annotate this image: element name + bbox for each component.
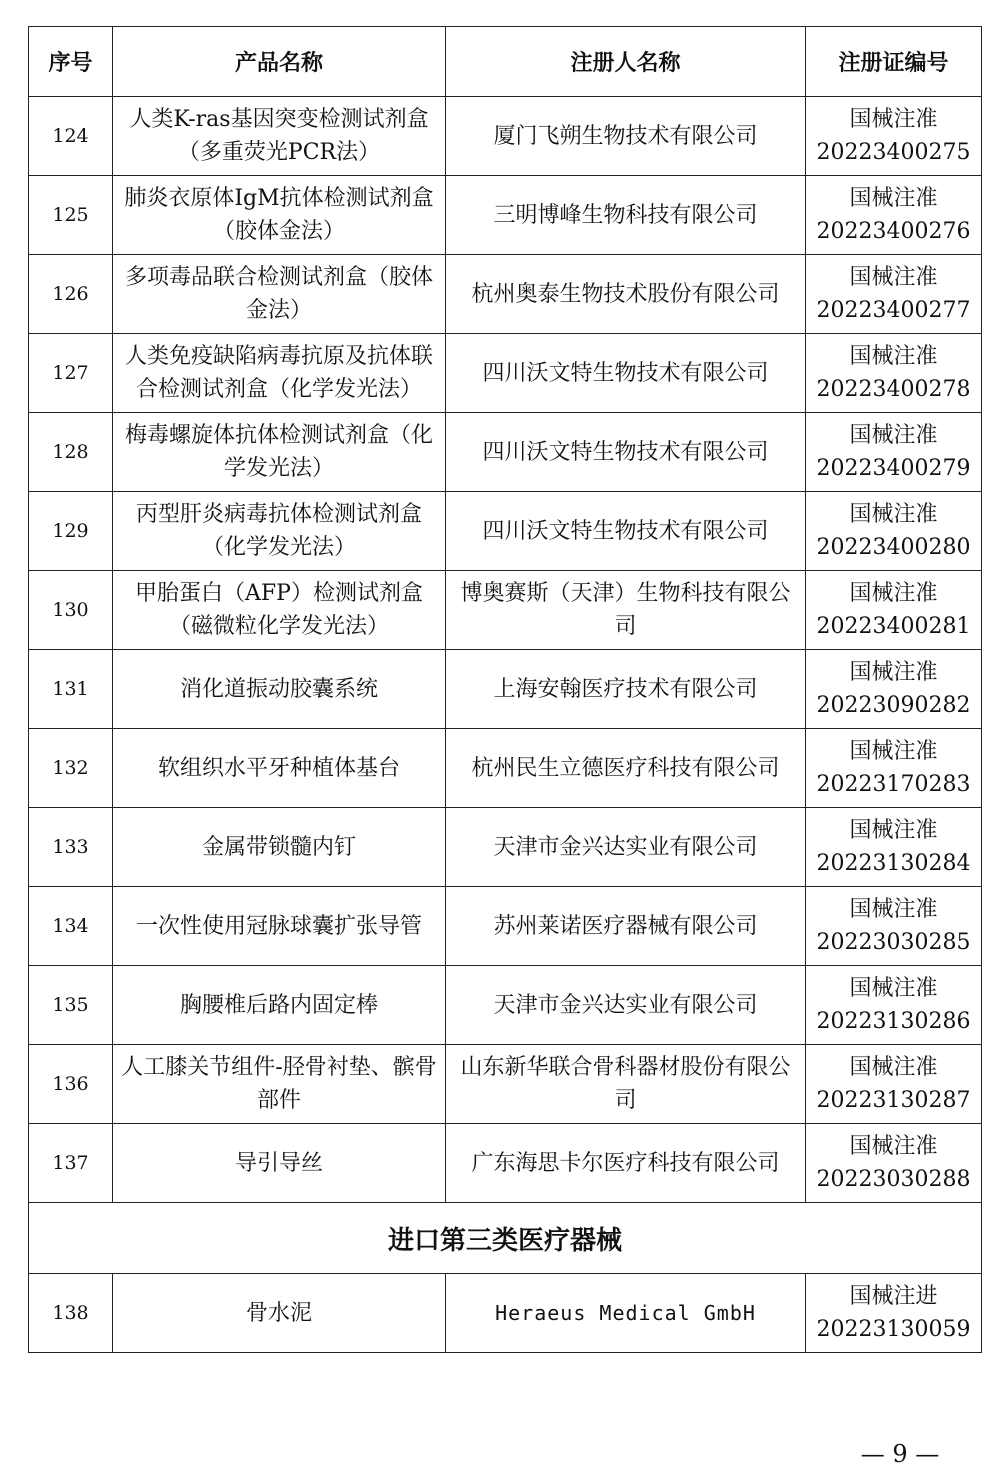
cert-prefix: 国械注准: [849, 186, 938, 211]
row-registrant: 上海安翰医疗技术有限公司: [446, 650, 806, 729]
cert-prefix: 国械注准: [849, 897, 938, 922]
row-product: 人类免疫缺陷病毒抗原及抗体联合检测试剂盒（化学发光法）: [113, 334, 446, 413]
row-cert: [806, 887, 982, 966]
row-num: 134: [29, 887, 113, 966]
cert-number: 20223400281: [816, 614, 971, 639]
row-registrant: 天津市金兴达实业有限公司: [446, 808, 806, 887]
row-registrant: 四川沃文特生物技术有限公司: [446, 492, 806, 571]
row-cert: [806, 966, 982, 1045]
table-row: [29, 887, 982, 966]
row-cert: [806, 255, 982, 334]
row-registrant: 杭州奥泰生物技术股份有限公司: [446, 255, 806, 334]
cert-number: 20223130284: [816, 851, 971, 876]
row-product: 人类K-ras基因突变检测试剂盒（多重荧光PCR法）: [113, 97, 446, 176]
row-registrant: 四川沃文特生物技术有限公司: [446, 334, 806, 413]
page-number: — 9 —: [860, 1440, 940, 1468]
cert-prefix: 国械注准: [849, 660, 938, 685]
row-num: 132: [29, 729, 113, 808]
cert-prefix: 国械注准: [849, 265, 938, 290]
row-product: 梅毒螺旋体抗体检测试剂盒（化学发光法）: [113, 413, 446, 492]
cert-prefix: 国械注准: [849, 818, 938, 843]
table-row: [29, 255, 982, 334]
row-num: 138: [29, 1274, 113, 1353]
row-num: 130: [29, 571, 113, 650]
row-cert: [806, 650, 982, 729]
header-num: 序号: [29, 27, 113, 97]
row-product: 肺炎衣原体IgM抗体检测试剂盒（胶体金法）: [113, 176, 446, 255]
row-num: 135: [29, 966, 113, 1045]
row-registrant: 四川沃文特生物技术有限公司: [446, 413, 806, 492]
cert-prefix: 国械注准: [849, 423, 938, 448]
cert-prefix: 国械注准: [849, 976, 938, 1001]
row-cert: [806, 1124, 982, 1203]
header-registrant: 注册人名称: [446, 27, 806, 97]
row-product: 骨水泥: [113, 1274, 446, 1353]
table-row: [29, 808, 982, 887]
header-cert: 注册证编号: [806, 27, 982, 97]
row-registrant: 广东海思卡尔医疗科技有限公司: [446, 1124, 806, 1203]
row-product: 金属带锁髓内钉: [113, 808, 446, 887]
row-registrant: 天津市金兴达实业有限公司: [446, 966, 806, 1045]
cert-number: 20223400276: [816, 219, 971, 244]
cert-prefix: 国械注准: [849, 1134, 938, 1159]
cert-number: 20223130059: [816, 1317, 971, 1342]
row-registrant: Heraeus Medical GmbH: [446, 1274, 806, 1353]
row-registrant: 博奥赛斯（天津）生物科技有限公司: [446, 571, 806, 650]
table-row: [29, 492, 982, 571]
row-registrant: 苏州莱诺医疗器械有限公司: [446, 887, 806, 966]
row-num: 125: [29, 176, 113, 255]
table-row: [29, 334, 982, 413]
table-header-row: [29, 27, 982, 97]
row-registrant: 三明博峰生物科技有限公司: [446, 176, 806, 255]
row-num: 129: [29, 492, 113, 571]
row-num: 127: [29, 334, 113, 413]
cert-number: 20223170283: [816, 772, 971, 797]
row-num: 133: [29, 808, 113, 887]
table-row: [29, 413, 982, 492]
row-num: 131: [29, 650, 113, 729]
cert-number: 20223400277: [816, 298, 971, 323]
cert-prefix: 国械注准: [849, 1055, 938, 1080]
cert-number: 20223400279: [816, 456, 971, 481]
row-num: 126: [29, 255, 113, 334]
cert-prefix: 国械注准: [849, 581, 938, 606]
cert-number: 20223400278: [816, 377, 971, 402]
row-product: 软组织水平牙种植体基台: [113, 729, 446, 808]
cert-number: 20223130287: [816, 1088, 971, 1113]
row-product: 人工膝关节组件-胫骨衬垫、髌骨部件: [113, 1045, 446, 1124]
table-row: [29, 966, 982, 1045]
row-num: 124: [29, 97, 113, 176]
table-row: [29, 1124, 982, 1203]
cert-number: 20223030285: [816, 930, 971, 955]
row-cert: [806, 176, 982, 255]
row-cert: [806, 334, 982, 413]
row-cert: [806, 1274, 982, 1353]
row-cert: [806, 1045, 982, 1124]
cert-number: 20223400275: [816, 140, 971, 165]
cert-prefix: 国械注准: [849, 502, 938, 527]
table-row: [29, 729, 982, 808]
row-cert: [806, 413, 982, 492]
section-row: [29, 1203, 982, 1274]
table-row: [29, 97, 982, 176]
cert-number: 20223030288: [816, 1167, 971, 1192]
registration-table: [28, 26, 982, 1353]
row-cert: [806, 97, 982, 176]
row-product: 一次性使用冠脉球囊扩张导管: [113, 887, 446, 966]
cert-prefix: 国械注准: [849, 344, 938, 369]
table-row: [29, 571, 982, 650]
row-cert: [806, 492, 982, 571]
cert-prefix: 国械注准: [849, 739, 938, 764]
row-cert: [806, 808, 982, 887]
row-registrant: 山东新华联合骨科器材股份有限公司: [446, 1045, 806, 1124]
row-product: 丙型肝炎病毒抗体检测试剂盒（化学发光法）: [113, 492, 446, 571]
row-cert: [806, 729, 982, 808]
row-registrant: 厦门飞朔生物技术有限公司: [446, 97, 806, 176]
table-row: [29, 1045, 982, 1124]
row-registrant: 杭州民生立德医疗科技有限公司: [446, 729, 806, 808]
cert-prefix: 国械注准: [849, 107, 938, 132]
cert-number: 20223130286: [816, 1009, 971, 1034]
row-num: 137: [29, 1124, 113, 1203]
row-product: 消化道振动胶囊系统: [113, 650, 446, 729]
row-cert: [806, 571, 982, 650]
row-num: 128: [29, 413, 113, 492]
table-row: [29, 176, 982, 255]
row-product: 胸腰椎后路内固定棒: [113, 966, 446, 1045]
row-product: 甲胎蛋白（AFP）检测试剂盒（磁微粒化学发光法）: [113, 571, 446, 650]
header-product: 产品名称: [113, 27, 446, 97]
row-num: 136: [29, 1045, 113, 1124]
row-product: 多项毒品联合检测试剂盒（胶体金法）: [113, 255, 446, 334]
section-heading: 进口第三类医疗器械: [29, 1203, 982, 1274]
table-row: [29, 1274, 982, 1353]
cert-number: 20223090282: [816, 693, 971, 718]
row-product: 导引导丝: [113, 1124, 446, 1203]
cert-number: 20223400280: [816, 535, 971, 560]
cert-prefix: 国械注进: [849, 1284, 938, 1309]
table-row: [29, 650, 982, 729]
